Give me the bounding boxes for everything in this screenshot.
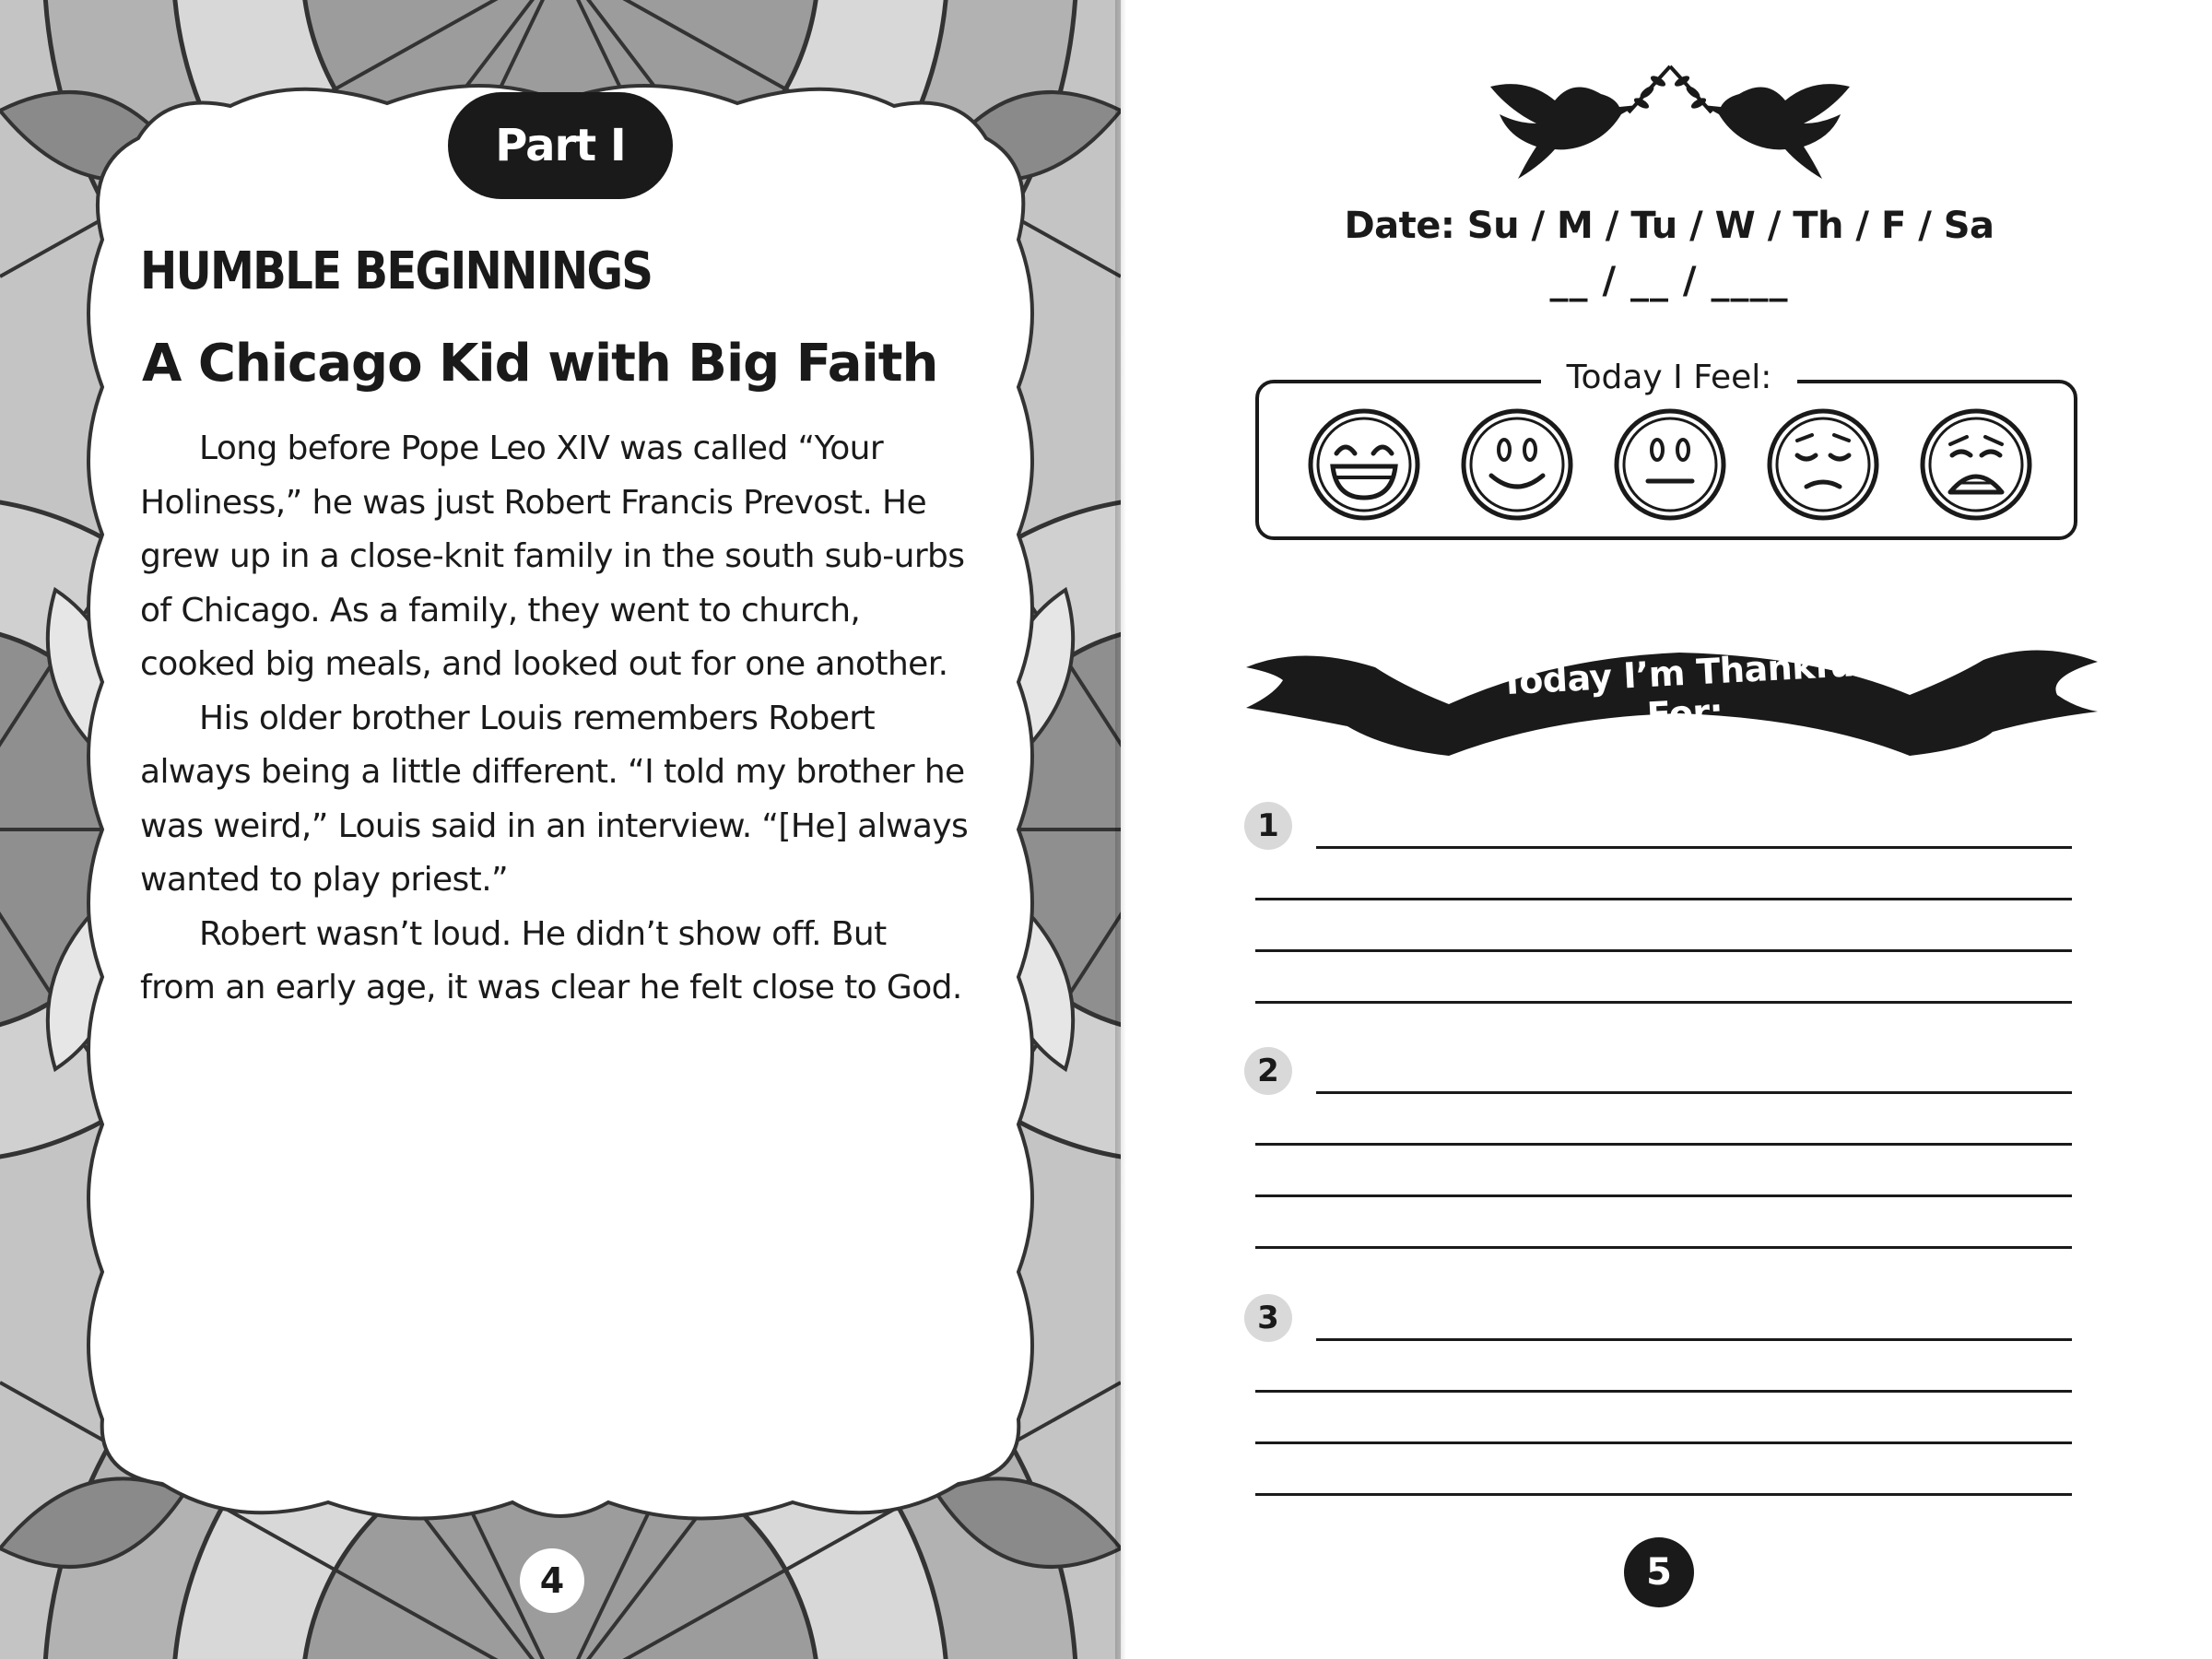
doves-icon — [1490, 59, 1850, 188]
writing-line[interactable] — [1255, 1493, 2072, 1496]
worried-face-icon[interactable] — [1919, 407, 2033, 522]
feelings-label: Today I Feel: — [1541, 359, 1798, 396]
feelings-label-wrap — [1126, 359, 2212, 396]
writing-line[interactable] — [1255, 949, 2072, 952]
entry-number: 3 — [1244, 1294, 1292, 1342]
neutral-face-icon[interactable] — [1613, 407, 1727, 522]
writing-line[interactable] — [1255, 898, 2072, 900]
writing-line[interactable] — [1255, 1143, 2072, 1146]
writing-line[interactable] — [1316, 1091, 2072, 1094]
date-blanks: __ / __ / ____ — [1549, 260, 1789, 302]
page-gutter — [1115, 0, 1126, 1659]
writing-line[interactable] — [1316, 1338, 2072, 1341]
entry-number: 1 — [1244, 802, 1292, 850]
paragraph: Long before Pope Leo XIV was called “Your Holiness,” he was just Robert Francis Prevost. He grew up in a close-knit family in the south sub-urbs of Chicago. As a family, they went to church, cooked big meals, and looked out for one another. — [140, 429, 965, 683]
grinning-face-icon[interactable] — [1307, 407, 1421, 522]
page-number-left: 4 — [520, 1548, 584, 1613]
smiling-face-icon[interactable] — [1460, 407, 1574, 522]
banner-text: Today I’m Thankful For: — [1499, 642, 1867, 736]
writing-line[interactable] — [1255, 1194, 2072, 1197]
writing-line[interactable] — [1255, 1441, 2072, 1444]
paragraph: His older brother Louis remembers Robert always being a little different. “I told my brother he was weird,” Louis said in an interview. “[He] always wanted to play priest.” — [140, 699, 969, 899]
part-label: Part I — [448, 92, 673, 199]
date-label: Date: Su / M / Tu / W / Th / F / Sa — [1344, 205, 1994, 247]
pensive-face-icon[interactable] — [1766, 407, 1880, 522]
chapter-title: A Chicago Kid with Big Faith — [142, 334, 938, 394]
writing-line[interactable] — [1255, 1001, 2072, 1004]
writing-line[interactable] — [1255, 1246, 2072, 1249]
page-number-right: 5 — [1624, 1537, 1694, 1607]
paragraph: Robert wasn’t loud. He didn’t show off. But from an early age, it was clear he felt close to God. — [140, 914, 962, 1006]
right-page — [1126, 0, 2212, 1659]
writing-line[interactable] — [1316, 846, 2072, 849]
section-title: HUMBLE BEGINNINGS — [140, 241, 653, 301]
body-text — [140, 422, 970, 1016]
writing-line[interactable] — [1255, 1390, 2072, 1393]
entry-number: 2 — [1244, 1047, 1292, 1095]
